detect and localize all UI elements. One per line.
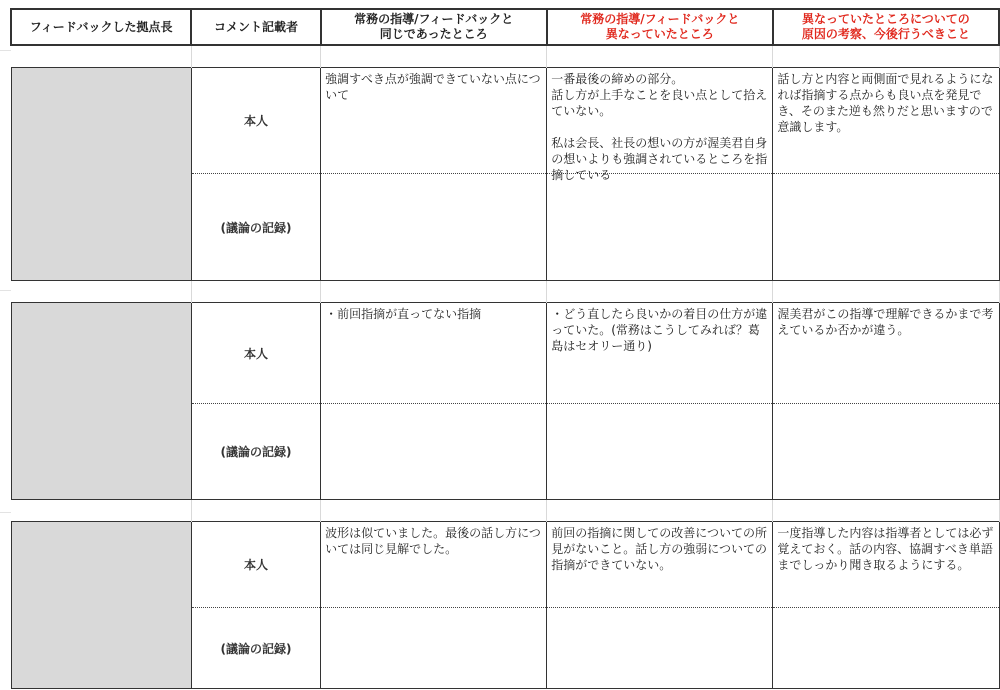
different-cell[interactable] [547,522,773,608]
record-different-cell[interactable] [547,404,773,500]
self-label: 本人 [243,114,268,128]
header-label: 異なっていたところについての 原因の考察、今後行うべきこと [801,12,970,41]
cause-text: 渥美君がこの指導で理解できるかまで考えているか否かが違う。 [777,307,994,337]
different-cell[interactable] [547,303,773,404]
same-text: 強調すべき点が強調できていない点について [325,72,541,102]
same-cell[interactable] [321,68,547,174]
different-cell[interactable] [547,68,773,182]
feedback-sheet [10,8,1000,689]
table-row [11,303,999,404]
self-label: 本人 [243,346,268,361]
table-row [11,68,999,174]
cause-text: 話し方と内容と両側面で見れるようになれば指摘する点からも良い点を発見でき、そのまた逆も然りだと思いますので意識します。 [777,72,994,134]
record-same-cell[interactable] [321,608,547,689]
header-label: フィードバックした拠点長 [29,19,173,34]
record-label-cell[interactable] [191,404,320,500]
same-text: ・前回指摘が直ってない指摘 [325,307,482,321]
record-different-cell[interactable] [547,608,773,689]
different-text: 一番最後の締めの部分。 話し方が上手なことを良い点として拾えていない。 私は会長、社長の想いの方が渥美君自身の想いよりも強調されているところを指摘している [551,72,768,182]
header-different[interactable] [547,9,773,45]
self-label-cell[interactable] [191,303,320,404]
cause-text: 一度指導した内容は指導者としては必ず覚えておく。話の内容、協調すべき単語までしっかり聞き取るようにする。 [777,526,994,572]
record-cause-cell[interactable] [773,608,999,689]
record-cause-cell[interactable] [773,404,999,500]
record-label: (議論の記録) [220,220,292,235]
same-cell[interactable] [321,303,547,404]
different-text: 前回の指摘に関しての改善についての所見がないこと。話し方の強弱についての指摘ができていない。 [551,526,767,572]
same-text: 波形は似ていました。最後の話し方については同じ見解でした。 [325,526,541,556]
branch-manager-cell[interactable] [11,303,191,500]
cause-cell[interactable] [773,522,999,608]
cause-cell[interactable] [773,68,999,174]
cause-cell[interactable] [773,303,999,404]
record-label-cell[interactable] [191,174,320,281]
header-label: 常務の指導/フィードバックと 同じであったところ [354,12,514,41]
self-label-cell[interactable] [191,522,320,608]
header-branch-manager[interactable] [11,9,191,45]
header-cause[interactable] [773,9,999,45]
record-label: (議論の記録) [220,641,292,656]
branch-manager-cell[interactable] [11,68,191,281]
record-different-cell[interactable] [547,174,773,281]
header-label: 常務の指導/フィードバックと 異なっていたところ [580,12,740,41]
record-same-cell[interactable] [321,174,547,281]
same-cell[interactable] [321,522,547,608]
different-text: ・どう直したら良いかの着目の仕方が違っていた。(常務はこうしてみれば？葛島はセオリー通り) [551,307,768,353]
self-label-cell[interactable] [191,68,320,174]
record-label-cell[interactable] [191,608,320,689]
header-commenter[interactable] [191,9,320,45]
header-row [11,9,999,45]
header-label: コメント記載者 [213,19,298,34]
record-same-cell[interactable] [321,404,547,500]
record-cause-cell[interactable] [773,174,999,281]
header-same[interactable] [321,9,547,45]
branch-manager-cell[interactable] [11,522,191,689]
self-label: 本人 [243,558,268,572]
table-row [11,522,999,608]
record-label: (議論の記録) [220,445,292,459]
